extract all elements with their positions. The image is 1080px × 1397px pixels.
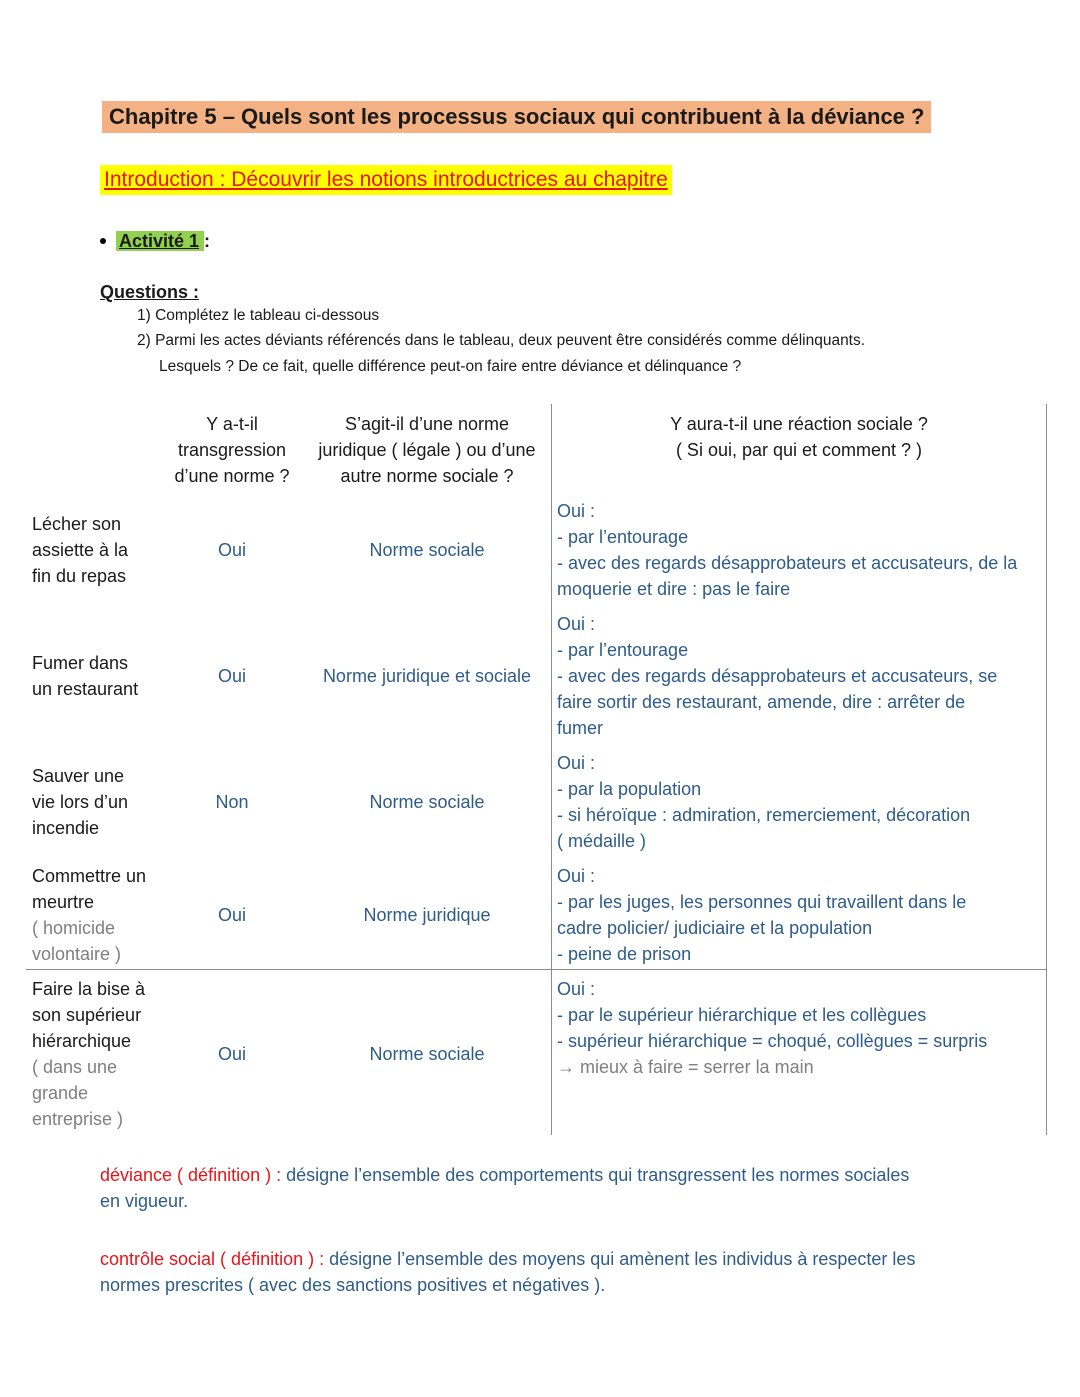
cell-norme: Norme sociale <box>369 1044 485 1064</box>
table-row-separator <box>26 969 1047 970</box>
cell-transgression: Oui <box>217 666 246 686</box>
cell-transgression: Oui <box>217 1044 246 1064</box>
cell-norme: Norme juridique et sociale <box>322 666 532 686</box>
question-1: 1) Complétez le tableau ci-dessous <box>137 307 380 324</box>
definition-term: contrôle social ( définition ) : <box>100 1249 325 1269</box>
bullet-icon <box>100 238 106 244</box>
activity-label: Activité 1 <box>116 231 204 251</box>
cell-reaction: Oui : - par l’entourage - avec des regards désapprobateurs et accusateurs, de la moquerie et dire : pas le faire <box>557 501 1018 599</box>
cell-reaction: Oui : - par les juges, les personnes qui travaillent dans le cadre policier/ judiciaire et la population - peine de prison <box>557 866 967 964</box>
activity-colon: : <box>204 231 211 251</box>
definition-deviance: déviance ( définition ) : désigne l’ensemble des comportements qui transgressent les normes sociales en vigueur. <box>100 1165 910 1211</box>
introduction-heading: Introduction : Découvrir les notions introductrices au chapitre <box>100 165 672 195</box>
cell-reaction: Oui : - par la population - si héroïque : admiration, remerciement, décoration ( médaille ) <box>557 753 971 851</box>
cell-norme: Norme sociale <box>369 792 485 812</box>
cell-norme: Norme juridique <box>363 905 491 925</box>
question-2-continued: Lesquels ? De ce fait, quelle différence peut-on faire entre déviance et délinquance ? <box>159 358 742 375</box>
header-transgression: Y a-t-il transgression d’une norme ? <box>174 414 290 486</box>
table-row-label: Sauver une vie lors d’un incendie <box>32 766 129 838</box>
table-row-label: Commettre un meurtre ( homicide volontaire ) <box>32 866 147 964</box>
question-2: 2) Parmi les actes déviants référencés dans le tableau, deux peuvent être considérés comme délinquants. <box>137 332 866 349</box>
header-norme: S’agit-il d’une norme juridique ( légale ) ou d’une autre norme sociale ? <box>318 414 536 486</box>
table-divider-right <box>1046 404 1047 1135</box>
definition-term: déviance ( définition ) : <box>100 1165 282 1185</box>
cell-transgression: Oui <box>217 540 246 560</box>
cell-norme: Norme sociale <box>369 540 485 560</box>
table-row-label: Faire la bise à son supérieur hiérarchique ( dans une grande entreprise ) <box>32 979 146 1129</box>
chapter-title: Chapitre 5 – Quels sont les processus sociaux qui contribuent à la déviance ? <box>102 101 931 133</box>
activity-bullet <box>100 228 210 254</box>
cell-reaction: Oui : - par le supérieur hiérarchique et les collègues - supérieur hiérarchique = choqué, collègues = surpris → mieux à faire = serrer la main <box>557 979 988 1077</box>
table-row-label: Fumer dans un restaurant <box>32 653 139 699</box>
header-reaction: Y aura-t-il une réaction sociale ? ( Si oui, par qui et comment ? ) <box>670 414 928 460</box>
cell-transgression: Non <box>215 792 249 812</box>
definition-controle-social: contrôle social ( définition ) : désigne l’ensemble des moyens qui amènent les individus à respecter les normes prescrites ( avec des sanctions positives et négatives ). <box>100 1249 916 1295</box>
questions-heading: Questions : <box>100 282 200 302</box>
cell-reaction: Oui : - par l’entourage - avec des regards désapprobateurs et accusateurs, se faire sortir des restaurant, amende, dire : arrêter de fumer <box>557 614 998 738</box>
cell-transgression: Oui <box>217 905 246 925</box>
table-divider-left <box>551 404 552 1135</box>
table-row-label: Lécher son assiette à la fin du repas <box>32 514 129 586</box>
